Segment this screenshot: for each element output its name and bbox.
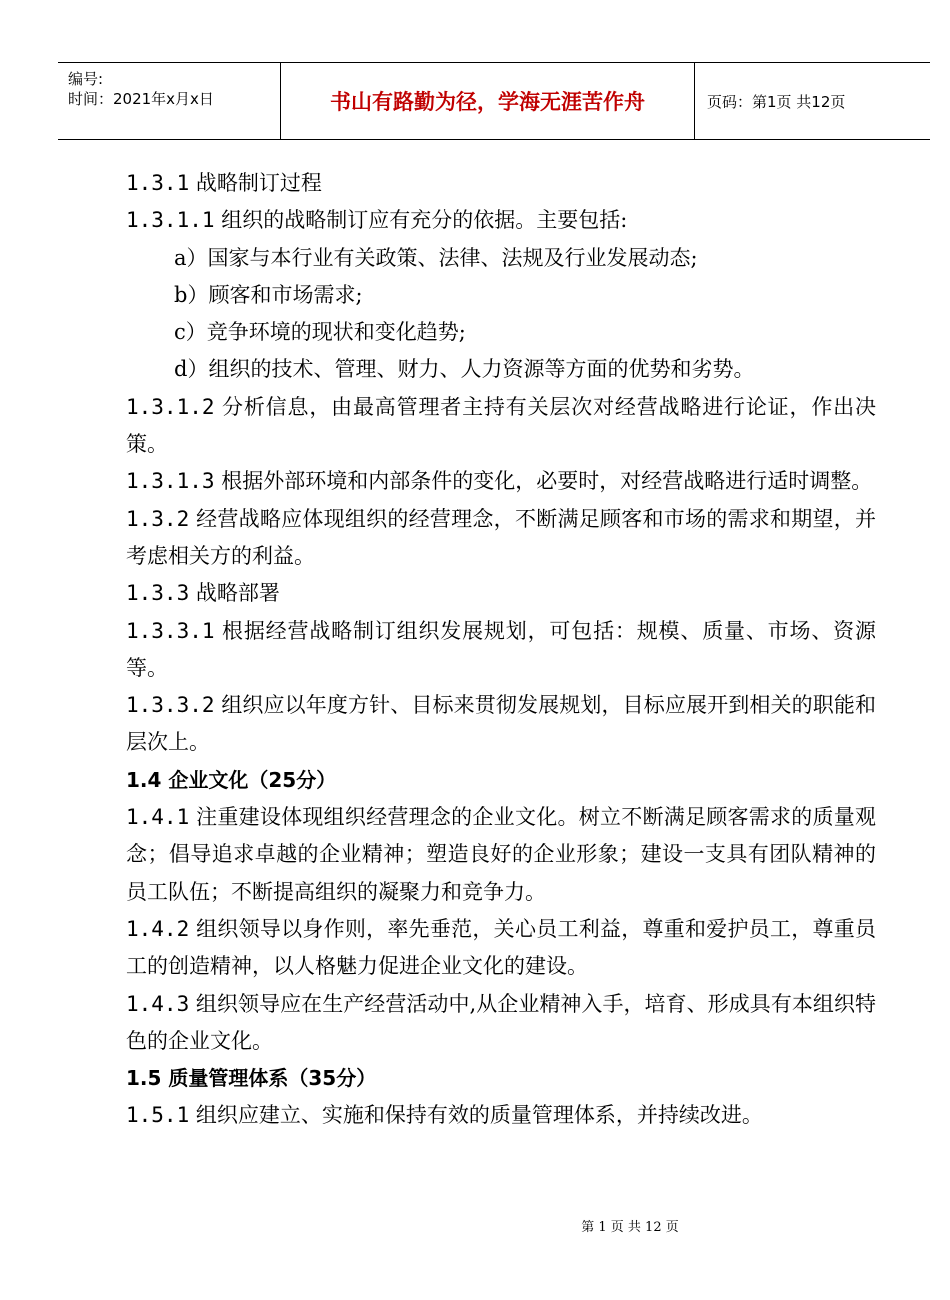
list-item: b）顾客和市场需求; <box>174 282 363 307</box>
page-header <box>58 62 930 140</box>
list-item: c）竞争环境的现状和变化趋势; <box>174 320 466 345</box>
clause-text: 根据外部环境和内部条件的变化，必要时，对经营战略进行适时调整。 <box>214 469 873 494</box>
clause-number: 1.3.3.2 <box>126 693 215 718</box>
clause-number: 1.3.1.2 <box>126 394 215 419</box>
clause-number: 1.3.2 <box>126 506 190 531</box>
list-item: a）国家与本行业有关政策、法律、法规及行业发展动态; <box>174 245 698 270</box>
paragraph <box>126 501 876 576</box>
header-motto-cell <box>280 63 695 139</box>
paragraph <box>126 165 876 202</box>
clause-text: 组织领导以身作则，率先垂范，关心员工利益，尊重和爱护员工，尊重员工的创造精神，以人格魅力促进企业文化的建设。 <box>126 916 876 979</box>
paragraph <box>126 986 876 1061</box>
document-body <box>126 165 876 1135</box>
paragraph <box>126 1097 876 1134</box>
header-page-info: 页码：第1页 共12页 <box>707 92 846 111</box>
clause-number: 1.4.2 <box>126 916 190 941</box>
list-item: d）组织的技术、管理、财力、人力资源等方面的优势和劣势。 <box>174 357 755 382</box>
clause-text: 分析信息，由最高管理者主持有关层次对经营战略进行论证，作出决策。 <box>126 394 876 457</box>
paragraph <box>126 202 876 239</box>
document-time-label: 时间：2021年x月x日 <box>68 90 214 108</box>
clause-number: 1.4.1 <box>126 805 190 830</box>
clause-text: 经营战略应体现组织的经营理念，不断满足顾客和市场的需求和期望，并考虑相关方的利益。 <box>126 506 876 568</box>
section-heading: 1.4 企业文化（25分） <box>126 767 337 792</box>
clause-number: 1.3.3 <box>126 581 190 606</box>
clause-number: 1.3.1.1 <box>126 208 215 233</box>
clause-number: 1.3.1.3 <box>126 469 215 494</box>
paragraph <box>126 687 876 762</box>
header-meta <box>58 63 280 139</box>
section-heading: 1.5 质量管理体系（35分） <box>126 1066 377 1091</box>
paragraph <box>126 575 876 612</box>
paragraph <box>126 911 876 986</box>
clause-number: 1.3.1 <box>126 171 190 195</box>
clause-text: 根据经营战略制订组织发展规划，可包括：规模、质量、市场、资源等。 <box>126 618 876 680</box>
clause-text: 战略制订过程 <box>189 171 322 195</box>
clause-text: 组织应建立、实施和保持有效的质量管理体系，并持续改进。 <box>189 1103 763 1128</box>
paragraph <box>126 389 876 464</box>
document-number-label: 编号: <box>68 70 104 88</box>
paragraph <box>126 799 876 911</box>
page-footer: 第 1 页 共 12 页 <box>581 1220 679 1235</box>
clause-text: 组织的战略制订应有充分的依据。主要包括: <box>214 208 628 233</box>
clause-text: 注重建设体现组织经营理念的企业文化。树立不断满足顾客需求的质量观念；倡导追求卓越的企业精神；塑造良好的企业形象；建设一支具有团队精神的员工队伍；不断提高组织的凝聚力和竞争力。 <box>126 805 876 904</box>
header-motto: 书山有路勤为径，学海无涯苦作舟 <box>330 90 645 114</box>
clause-number: 1.5.1 <box>126 1103 190 1128</box>
paragraph <box>126 463 876 500</box>
paragraph <box>126 613 876 688</box>
clause-text: 战略部署 <box>189 581 280 606</box>
clause-number: 1.3.3.1 <box>126 618 215 643</box>
clause-text: 组织领导应在生产经营活动中,从企业精神入手，培育、形成具有本组织特色的企业文化。 <box>126 991 876 1053</box>
clause-number: 1.4.3 <box>126 991 190 1016</box>
clause-text: 组织应以年度方针、目标来贯彻发展规划，目标应展开到相关的职能和层次上。 <box>126 693 876 755</box>
